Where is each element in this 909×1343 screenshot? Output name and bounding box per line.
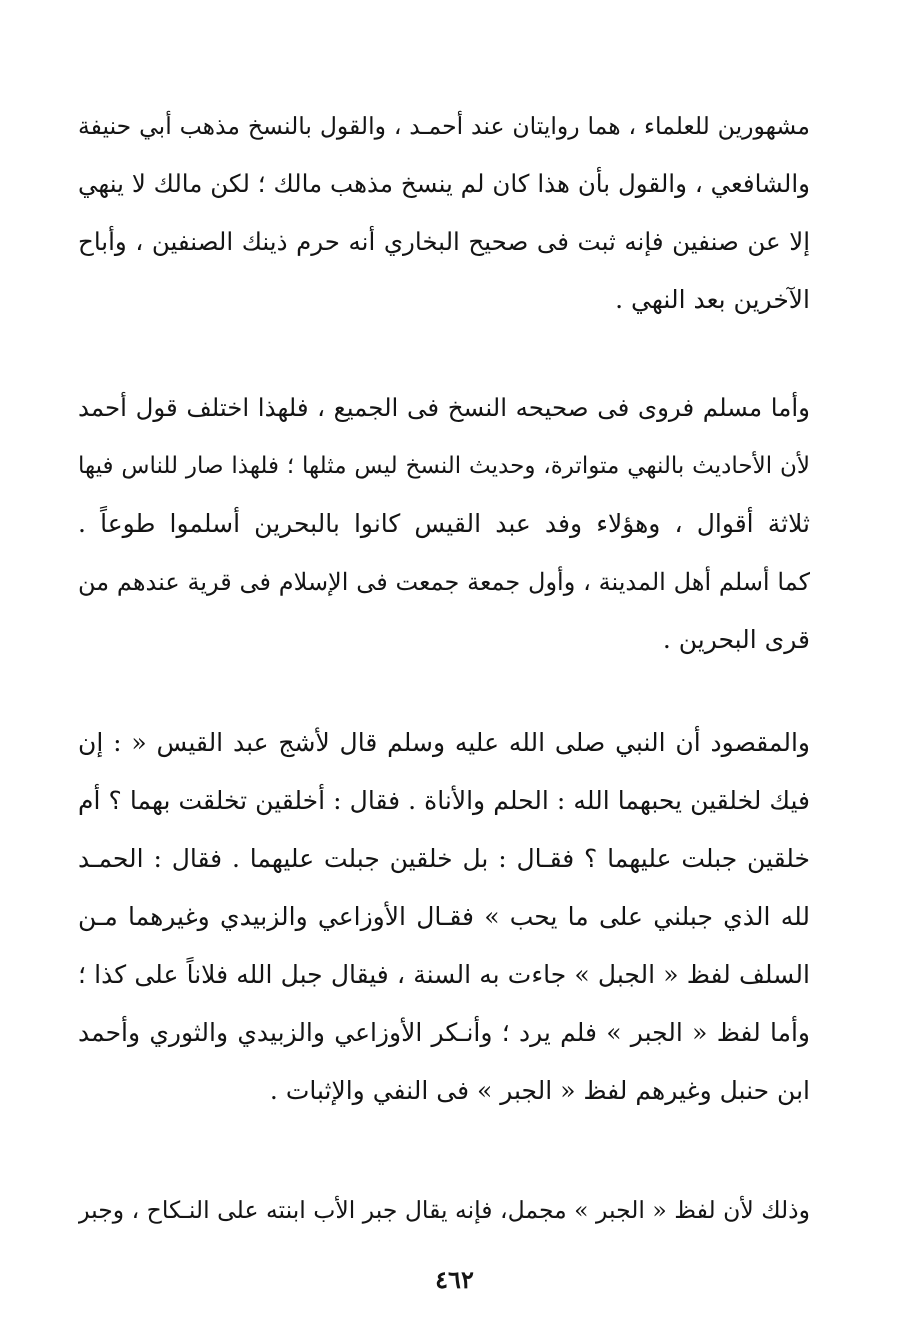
- paragraph-2: [78, 379, 810, 669]
- text-line: وأما مسلم فروى فى صحيحه النسخ فى الجميع ، فلهذا اختلف قول أحمد: [78, 393, 810, 422]
- text-line: مشهورين للعلماء ، هما روايتان عند أحمـد ، والقول بالنسخ مذهب أبي حنيفة: [78, 112, 810, 140]
- text-line: والشافعي ، والقول بأن هذا كان لم ينسخ مذهب مالك ؛ لكن مالك لا ينهي: [78, 169, 810, 198]
- text-line: ثلاثة أقوال ، وهؤلاء وفد عبد القيس كانوا بالبحرين أسلموا طوعاً .: [78, 509, 810, 538]
- text-line: خلقين جبلت عليهما ؟ فقـال : بل خلقين جبلت عليهما . فقال : الحمـد: [78, 844, 810, 873]
- text-line: لله الذي جبلني على ما يحب » فقـال الأوزاعي والزبيدي وغيرهما مـن: [78, 902, 810, 931]
- text-line: والمقصود أن النبي صلى الله عليه وسلم قال لأشج عبد القيس « : إن: [78, 728, 810, 757]
- paragraph-1: [78, 97, 810, 329]
- text-line: وذلك لأن لفظ « الجبر » مجمل، فإنه يقال جبر الأب ابنته على النـكاح ، وجبر: [78, 1196, 810, 1224]
- text-line: السلف لفظ « الجبل » جاءت به السنة ، فيقال جبل الله فلاناً على كذا ؛: [78, 960, 810, 989]
- text-line: إلا عن صنفين فإنه ثبت فى صحيح البخاري أنه حرم ذينك الصنفين ، وأباح: [78, 227, 810, 256]
- text-line: فيك لخلقين يحبهما الله : الحلم والأناة . فقال : أخلقين تخلقت بهما ؟ أم: [78, 786, 810, 815]
- paragraph-4: [78, 1181, 810, 1239]
- text-line: كما أسلم أهل المدينة ، وأول جمعة جمعت فى الإسلام فى قرية عندهم من: [78, 568, 810, 596]
- paragraph-3: [78, 714, 810, 1120]
- text-line: ابن حنبل وغيرهم لفظ « الجبر » فى النفي والإثبات .: [269, 1076, 810, 1105]
- text-line: الآخرين بعد النهي .: [615, 285, 810, 314]
- page-number: ٤٦٢: [435, 1265, 474, 1294]
- text-line: لأن الأحاديث بالنهي متواترة، وحديث النسخ ليس مثلها ؛ فلهذا صار للناس فيها: [78, 453, 810, 479]
- text-line: قرى البحرين .: [662, 625, 810, 654]
- text-line: وأما لفظ « الجبر » فلم يرد ؛ وأنـكر الأوزاعي والزبيدي والثوري وأحمد: [78, 1018, 810, 1047]
